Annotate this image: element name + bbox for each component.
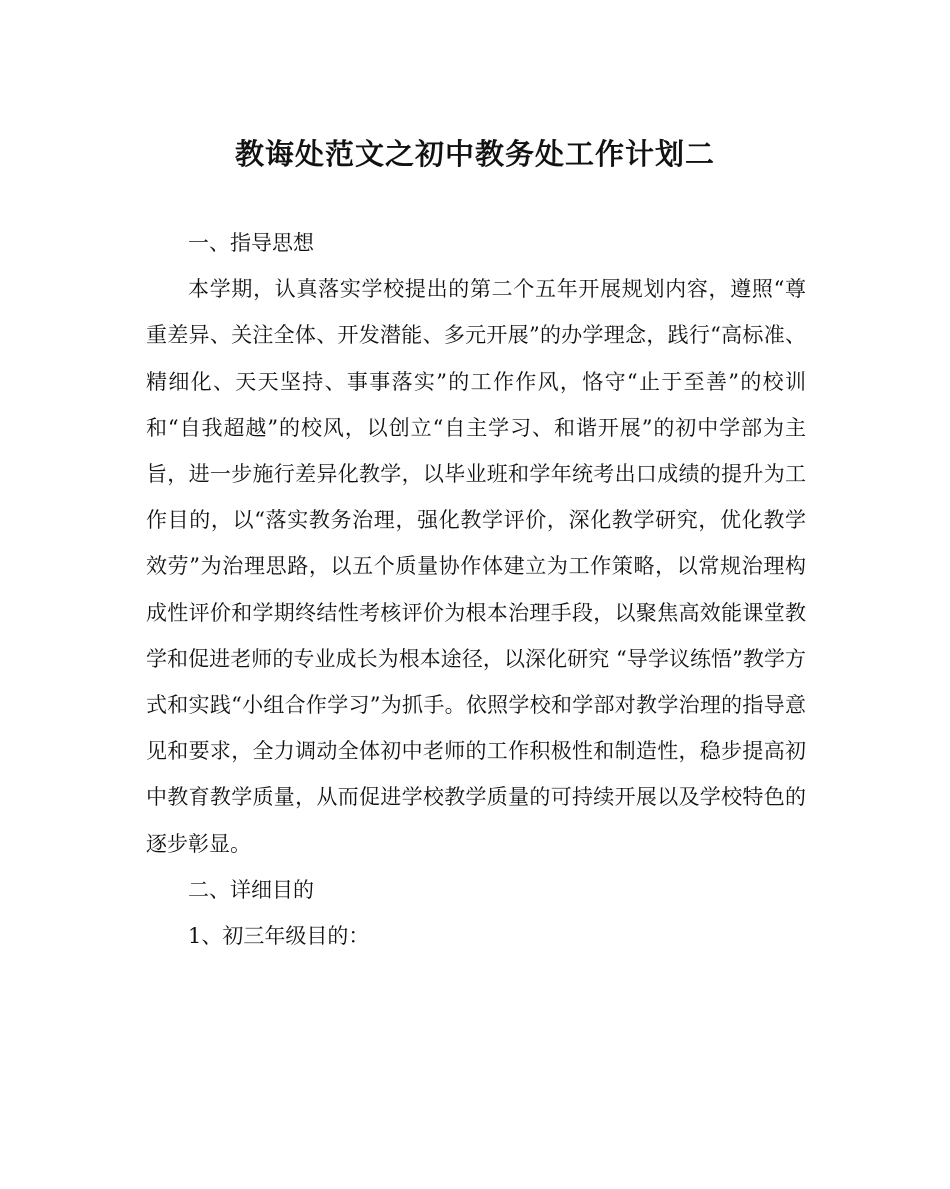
section-heading-guiding-ideology: 一、指导思想 [188,231,314,255]
document-title: 教诲处范文之初中教务处工作计划二 [234,137,715,171]
section-heading-detailed-goals: 二、详细目的 [188,877,314,902]
section-paragraph-guiding-ideology: 本学期，认真落实学校提出的第二个五年开展规划内容，遵照“尊重差异、关注全体、开发潜能、多元开展”的办学理念，践行“高标准、精细化、天天坚持、事事落实”的工作作风，恪守“止于至善”的校训和“自我超越”的校风，以创立“自主学习、和谐开展”的初中学部为主旨，进一步施行差异化教学，以毕业班和学年统考出口成绩的提升为工作目的，以“落实教务治理，强化教学评价，深化教学研究，优化教学效劳”为治理思路，以五个质量协作体建立为工作策略，以常规治理构成性评价和学期终结性考核评价为根本治理手段，以聚焦高效能课堂教学和促进老师的专业成长为根本途径，以深化研究 “导学议练悟”教学方式和实践“小组合作学习”为抓手。依照学校和学部对教学治理的指导意见和要求，全力调动全体初中老师的工作积极性和制造性，稳步提高初中教育教学质量，从而促进学校教学质量的可持续开展以及学校特色的逐步彰显。 [146,277,806,856]
document-body [146,220,806,959]
subsection-heading-grade-nine-goals: 1、初三年级目的： [188,924,370,949]
